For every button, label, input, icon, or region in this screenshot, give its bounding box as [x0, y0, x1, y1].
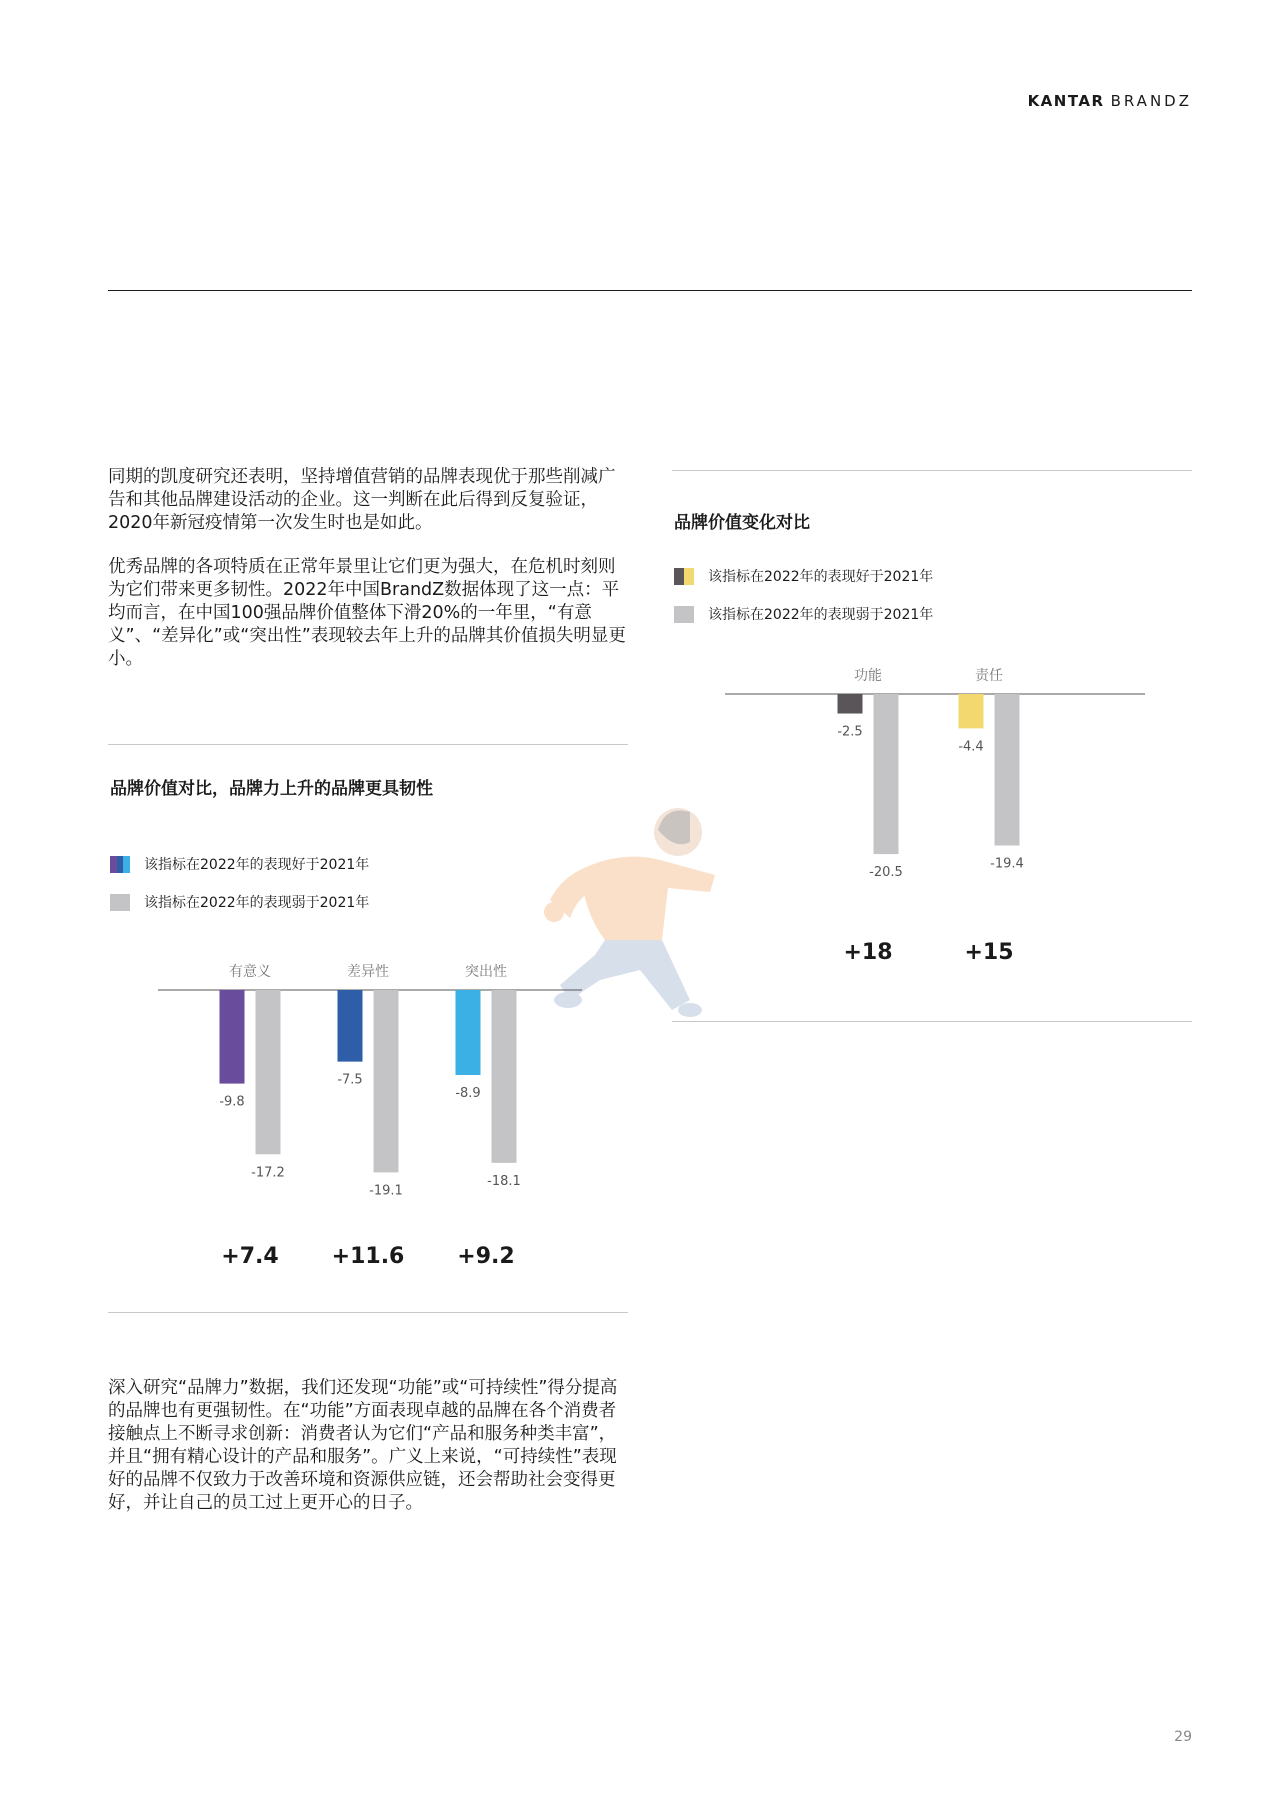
brand-kantar: KANTAR — [1027, 92, 1105, 110]
chart2-bar-worse — [874, 694, 899, 854]
chart2-legend-better-label: 该指标在2022年的表现好于2021年 — [708, 569, 934, 585]
chart2-value-label-worse: -19.4 — [990, 856, 1024, 872]
chart1-legend-better-label: 该指标在2022年的表现好于2021年 — [144, 857, 370, 873]
chart1-bar-better — [456, 990, 481, 1075]
chart2-legend-worse-swatch — [674, 606, 694, 623]
chart1-legend-worse-swatch — [110, 894, 130, 911]
chart2-value-label-better: -4.4 — [958, 739, 984, 755]
chart1-category-label: 有意义 — [229, 964, 271, 980]
chart2-value-label-better: -2.5 — [837, 724, 863, 740]
chart1-bar-worse — [256, 990, 281, 1154]
chart1-value-label-worse: -19.1 — [369, 1183, 403, 1199]
chart2-difference-label: +18 — [843, 940, 893, 965]
chart1-value-label-worse: -17.2 — [251, 1165, 285, 1181]
chart1-bar-worse — [492, 990, 517, 1163]
chart1-value-label-better: -9.8 — [219, 1094, 245, 1110]
chart1-difference-label: +7.4 — [221, 1244, 279, 1269]
chart1-title: 品牌价值对比，品牌力上升的品牌更具韧性 — [110, 779, 433, 799]
chart1-category-label: 差异性 — [347, 964, 389, 980]
chart2-category-label: 功能 — [854, 668, 882, 684]
chart1-value-label-better: -7.5 — [337, 1072, 363, 1088]
chart1-difference-label: +9.2 — [457, 1244, 515, 1269]
chart2-legend-better-swatch — [674, 568, 694, 585]
page-number: 29 — [1174, 1729, 1192, 1745]
chart2-value-label-worse: -20.5 — [869, 865, 903, 881]
chart1-value-label-worse: -18.1 — [487, 1173, 521, 1189]
chart2-legend-worse-label: 该指标在2022年的表现弱于2021年 — [708, 607, 934, 623]
brand-brandz: BRANDZ — [1110, 92, 1192, 110]
chart2-title: 品牌价值变化对比 — [674, 513, 810, 533]
paragraph-1: 同期的凯度研究还表明，坚持增值营销的品牌表现优于那些削减广告和其他品牌建设活动的企业。这一判断在此后得到反复验证，2020年新冠疫情第一次发生时也是如此。 — [108, 467, 616, 533]
chart1-difference-label: +11.6 — [331, 1244, 405, 1269]
chart2-top-divider — [672, 470, 1192, 471]
chart2-bar-better — [959, 694, 984, 728]
chart2-legend-better — [674, 566, 933, 586]
chart1-bar-worse — [374, 990, 399, 1172]
chart2-bar-better — [838, 694, 863, 714]
chart2-category-label: 责任 — [975, 668, 1003, 684]
paragraph-3: 深入研究“品牌力”数据，我们还发现“功能”或“可持续性”得分提高的品牌也有更强韧性。在“功能”方面表现卓越的品牌在各个消费者接触点上不断寻求创新：消费者认为它们“产品和服务种类丰富”，并且“拥有精心设计的产品和服务”。广义上来说，“可持续性”表现好的品牌不仅致力于改善环境和资源供应链，还会帮助社会变得更好，并让自己的员工过上更开心的日子。 — [108, 1378, 618, 1513]
chart1-value-label-better: -8.9 — [455, 1085, 481, 1101]
brand-logo — [1028, 92, 1192, 110]
paragraph-2: 优秀品牌的各项特质在正常年景里让它们更为强大，在危机时刻则为它们带来更多韧性。2022年中国BrandZ数据体现了这一点：平均而言，在中国100强品牌价值整体下滑20%的一年里，“有意义”、“差异化”或“突出性”表现较去年上升的品牌其价值损失明显更小。 — [108, 557, 626, 669]
chart1-bottom-divider — [108, 1312, 628, 1313]
chart2-difference-label: +15 — [964, 940, 1014, 965]
chart1-category-label: 突出性 — [465, 964, 507, 980]
chart1-bar-better — [220, 990, 245, 1084]
chart2-legend-worse — [674, 604, 933, 624]
chart1-legend-better-swatch — [110, 856, 130, 873]
chart1-legend-worse-label: 该指标在2022年的表现弱于2021年 — [144, 895, 370, 911]
chart1-bar-better — [338, 990, 363, 1062]
chart1-plot — [140, 940, 600, 1280]
chart2-plot — [720, 650, 1160, 980]
header-divider — [108, 290, 1192, 291]
chart1-top-divider — [108, 744, 628, 745]
chart1-legend-worse — [110, 892, 369, 912]
chart1-legend-better — [110, 854, 369, 874]
chart2-bar-worse — [995, 694, 1020, 846]
chart2-bottom-divider — [672, 1021, 1192, 1022]
